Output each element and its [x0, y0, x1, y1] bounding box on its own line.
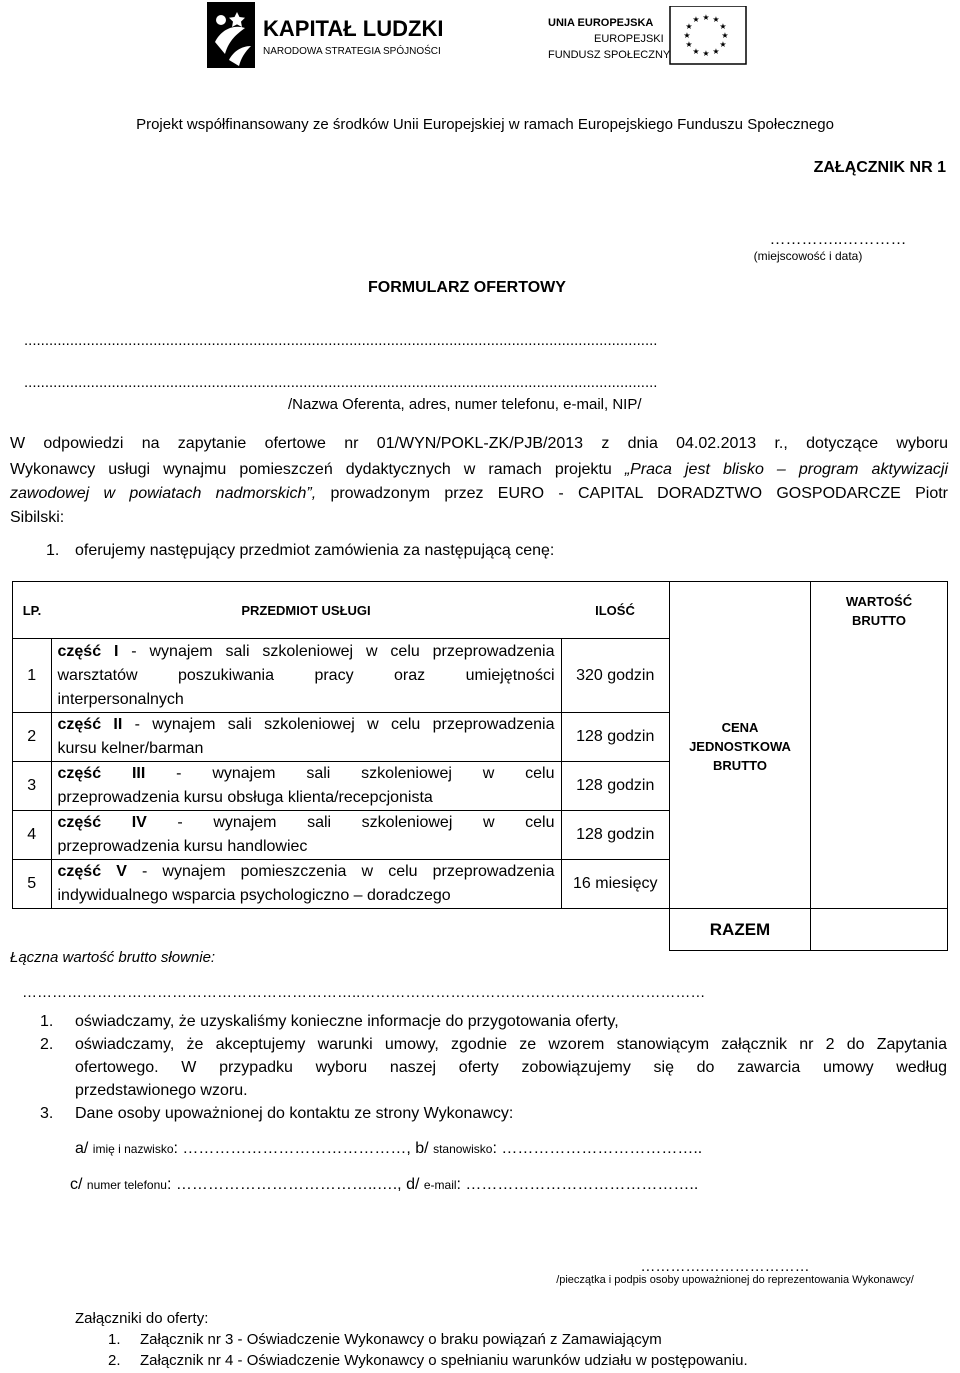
- contact-line-cd: c/ numer telefonu: ………………………………..…., d/ e-mail: ……………………………………..: [70, 1176, 699, 1193]
- offer-item-number: 1.: [46, 542, 60, 559]
- intro-line-3-b: prowadzonym przez EURO - CAPITAL DORADZTWO GOSPODARCZE Piotr: [316, 485, 949, 502]
- row-part: część V: [57, 863, 127, 880]
- statement-text: oświadczamy, że akceptujemy warunki umowy, zgodnie ze wzorem stanowiącym załącznik nr 2 do Zapytania: [75, 1036, 947, 1053]
- form-title: FORMULARZ OFERTOWY: [368, 279, 566, 296]
- cofinance-text: Projekt współfinansowany ze środków Unii Europejskiej w ramach Europejskiego Funduszu Społecznego: [136, 116, 834, 133]
- row-lp: 1: [13, 639, 52, 713]
- svg-text:★: ★: [702, 13, 710, 22]
- name-dots-line-1: ........................................................................................................................................................: [24, 332, 658, 349]
- statement-text: ofertowego. W przypadku wyboru naszej oferty zobowiązujemy się do zawarcia umowy według: [75, 1059, 947, 1076]
- value-column: [811, 582, 948, 909]
- svg-text:★: ★: [692, 15, 700, 24]
- row-description: część IV - wynajem sali szkoleniowej w celu przeprowadzenia kursu handlowiec: [51, 811, 561, 860]
- attachment-number: 2.: [108, 1352, 121, 1369]
- attachment-number: 1.: [108, 1331, 121, 1348]
- intro-line-3: [10, 482, 948, 506]
- contact-position-label: stanowisko: [433, 1142, 493, 1156]
- total-value-cell: [811, 909, 948, 951]
- row-lp: 4: [13, 811, 52, 860]
- total-label: RAZEM: [670, 909, 811, 951]
- svg-text:★: ★: [685, 40, 693, 49]
- place-date-dots: …………..…………: [769, 231, 907, 248]
- header-unit-price-3: BRUTTO: [713, 757, 767, 773]
- place-date-label: (miejscowość i data): [753, 249, 863, 263]
- total-words-label: Łączna wartość brutto słownie:: [10, 949, 216, 966]
- row-lp: 2: [13, 713, 52, 762]
- row-part: część I: [57, 642, 119, 660]
- row-qty: 320 godzin: [561, 639, 670, 713]
- offer-table: [12, 581, 948, 951]
- intro-line-4: Sibilski:: [10, 509, 65, 526]
- row-part: część II: [57, 716, 123, 733]
- svg-text:★: ★: [719, 40, 727, 49]
- kapital-ludzki-brand: KAPITAŁ LUDZKI: [263, 16, 444, 41]
- eu-logo-line3: FUNDUSZ SPOŁECZNY: [548, 49, 671, 61]
- offer-item-text: oferujemy następujący przedmiot zamówienia za następującą cenę:: [75, 542, 555, 559]
- row-description: część V - wynajem pomieszczenia w celu przeprowadzenia indywidualnego wsparcia psychologiczno – doradczego: [51, 860, 561, 909]
- header-value-2: BRUTTO: [852, 613, 906, 628]
- eu-logo: [548, 6, 748, 66]
- intro-line-1: W odpowiedzi na zapytanie ofertowe nr 01/WYN/POKL-ZK/PJB/2013 z dnia 04.02.2013 r., dotyczące wyboru: [10, 435, 948, 452]
- row-lp: 3: [13, 762, 52, 811]
- contact-email-label: e-mail: [423, 1178, 457, 1192]
- svg-text:★: ★: [712, 47, 720, 56]
- svg-text:★: ★: [685, 22, 693, 31]
- row-description: część I - wynajem sali szkoleniowej w celu przeprowadzenia warsztatów poszukiwania pracy oraz umiejętności interpersonalnych: [51, 639, 561, 713]
- total-words-dots: …………………………………………………………..……………………………………………………………: [22, 984, 706, 1001]
- contact-name-label: imię i nazwisko: [92, 1142, 174, 1156]
- row-qty: 128 godzin: [561, 762, 670, 811]
- header-unit-price-1: CENA: [721, 719, 759, 735]
- statement-text: oświadczamy, że uzyskaliśmy konieczne informacje do przygotowania oferty,: [75, 1013, 619, 1030]
- statement-number: 1.: [40, 1013, 54, 1030]
- statement-text: Dane osoby upoważnionej do kontaktu ze strony Wykonawcy:: [75, 1105, 514, 1122]
- attachment-text: Załącznik nr 3 - Oświadczenie Wykonawcy o braku powiązań z Zamawiającym: [140, 1331, 662, 1348]
- signature-dots: ………….…………………: [640, 1258, 810, 1275]
- header-value-1: WARTOŚĆ: [845, 594, 913, 609]
- signature-label: /pieczątka i podpis osoby upoważnionej do reprezentowania Wykonawcy/: [556, 1274, 914, 1286]
- statement-number: 3.: [40, 1105, 54, 1122]
- kapital-ludzki-subtitle: NARODOWA STRATEGIA SPÓJNOŚCI: [263, 46, 441, 57]
- row-description: część III - wynajem sali szkoleniowej w celu przeprowadzenia kursu obsługa klienta/recepcjonista: [51, 762, 561, 811]
- row-part: część IV: [57, 814, 147, 831]
- header-lp: LP.: [13, 582, 52, 639]
- svg-text:★: ★: [702, 49, 710, 58]
- row-qty: 128 godzin: [561, 811, 670, 860]
- name-dots-line-2: ........................................................................................................................................................: [24, 374, 658, 391]
- attachments-title: Załączniki do oferty:: [75, 1310, 209, 1327]
- svg-text:★: ★: [683, 31, 691, 40]
- statement-text: przedstawionego wzoru.: [75, 1082, 248, 1099]
- project-name-b: zawodowej w powiatach nadmorskich”,: [10, 485, 317, 502]
- row-description: część II - wynajem sali szkoleniowej w celu przeprowadzenia kursu kelner/barman: [51, 713, 561, 762]
- attachment-text: Załącznik nr 4 - Oświadczenie Wykonawcy o spełnianiu warunków udziału w postępowaniu.: [140, 1352, 748, 1369]
- svg-text:★: ★: [719, 22, 727, 31]
- row-part: część III: [57, 765, 146, 782]
- name-label: /Nazwa Oferenta, adres, numer telefonu, e-mail, NIP/: [288, 396, 642, 413]
- row-lp: 5: [13, 860, 52, 909]
- project-name-a: „Praca jest blisko – program aktywizacji: [624, 461, 949, 478]
- intro-line-2: [10, 458, 948, 482]
- header-qty: ILOŚĆ: [561, 582, 670, 639]
- statement-number: 2.: [40, 1036, 54, 1053]
- attachment-number: ZAŁĄCZNIK NR 1: [813, 159, 946, 176]
- eu-logo-line2: EUROPEJSKI: [594, 33, 664, 45]
- row-qty: 128 godzin: [561, 713, 670, 762]
- row-qty: 16 miesięcy: [561, 860, 670, 909]
- header-unit-price-2: JEDNOSTKOWA: [689, 738, 791, 754]
- kapital-ludzki-logo: [207, 2, 467, 68]
- contact-phone-label: numer telefonu: [86, 1178, 167, 1192]
- unit-price-column: [670, 582, 811, 909]
- contact-line-ab: a/ imię i nazwisko: ……………………………………, b/ stanowisko: ………………………………..: [75, 1140, 703, 1157]
- svg-text:★: ★: [712, 15, 720, 24]
- svg-text:★: ★: [692, 47, 700, 56]
- intro-line-2-a: Wykonawcy usługi wynajmu pomieszczeń dydaktycznych w ramach projektu: [10, 461, 625, 478]
- eu-logo-line1: UNIA EUROPEJSKA: [548, 17, 654, 29]
- svg-text:★: ★: [721, 31, 729, 40]
- header-subject: PRZEDMIOT USŁUGI: [51, 582, 561, 639]
